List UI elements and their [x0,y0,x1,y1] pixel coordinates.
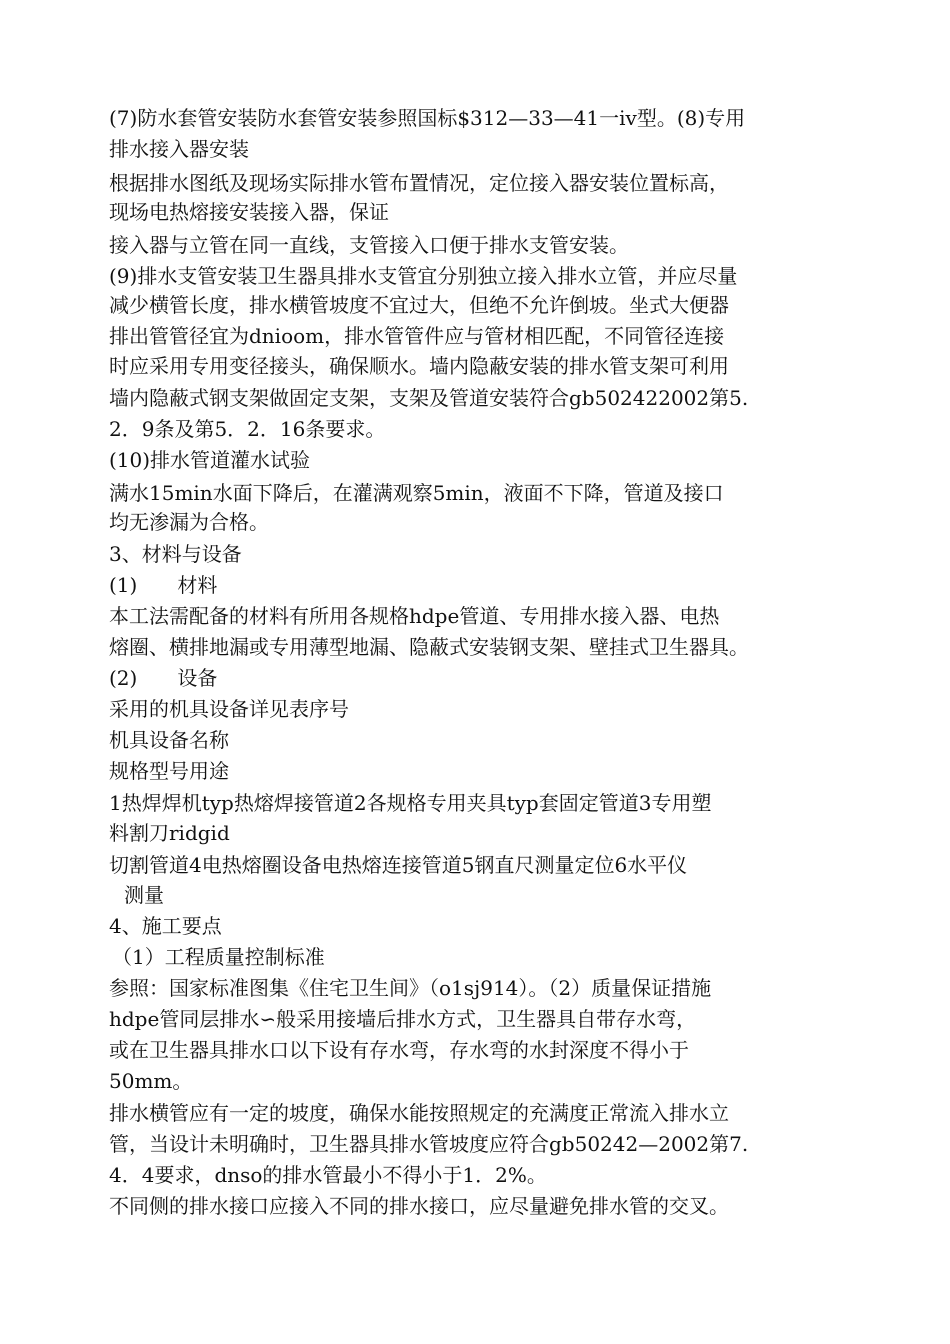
text-line: 熔圈、横排地漏或专用薄型地漏、隐蔽式安装钢支架、壁挂式卫生器具。 [109,635,749,659]
text-line: 减少横管长度，排水横管坡度不宜过大，但绝不允许倒坡。坐式大便器 [109,293,729,317]
text-line: 切割管道4电热熔圈设备电热熔连接管道5钢直尺测量定位6水平仪 [109,853,688,877]
text-line: 本工法需配备的材料有所用各规格hdpe管道、专用排水接入器、电热 [109,604,720,628]
text-line: (7)防水套管安装防水套管安装参照国标$312—33—41一iv型。(8)专用 [109,106,746,130]
text-line: 满水15min水面下降后，在灌满观察5min，液面不下降，管道及接口 [109,481,724,505]
section-heading: 3、材料与设备 [109,542,242,566]
text-line: 测量 [124,883,164,907]
text-line: 墙内隐蔽式钢支架做固定支架，支架及管道安装符合gb502422002第5. [109,386,749,410]
text-line: 50mm。 [109,1069,193,1093]
text-line: 时应采用专用变径接头，确保顺水。墙内隐蔽安装的排水管支架可利用 [109,354,729,378]
subsection-heading: (2) 设备 [109,666,218,690]
text-line: 参照：国家标准图集《住宅卫生间》（o1sj914）。（2）质量保证措施 [109,976,712,1000]
text-line: 排出管管径宜为dnioom，排水管管件应与管材相匹配，不同管径连接 [109,324,725,348]
subsection-heading: (1) 材料 [109,573,218,597]
text-line: 管，当设计未明确时，卫生器具排水管坡度应符合gb50242—2002第7. [109,1132,749,1156]
text-line: 接入器与立管在同一直线，支管接入口便于排水支管安装。 [109,233,629,257]
text-line: hdpe管同层排水∽般采用接墙后排水方式，卫生器具自带存水弯， [109,1007,697,1031]
text-line: 均无渗漏为合格。 [109,510,269,534]
text-line: 排水横管应有一定的坡度，确保水能按照规定的充满度正常流入排水立 [109,1101,729,1125]
text-line: 或在卫生器具排水口以下设有存水弯，存水弯的水封深度不得小于 [109,1038,689,1062]
text-line: 机具设备名称 [109,728,229,752]
text-line: 采用的机具设备详见表序号 [109,697,349,721]
text-line: 现场电热熔接安装接入器，保证 [109,200,389,224]
text-line: 4．4要求，dnso的排水管最小不得小于1．2%。 [109,1163,547,1187]
text-line: 规格型号用途 [109,759,229,783]
text-line: 根据排水图纸及现场实际排水管布置情况，定位接入器安装位置标高， [109,171,729,195]
subsection-heading: （1）工程质量控制标准 [112,945,325,969]
section-heading: 4、施工要点 [109,914,222,938]
text-line: 1热焊焊机typ热熔焊接管道2各规格专用夹具typ套固定管道3专用塑 [109,791,712,815]
text-line: 料割刀ridgid [109,821,230,845]
text-line: 不同侧的排水接口应接入不同的排水接口，应尽量避免排水管的交叉。 [109,1194,729,1218]
text-line: 排水接入器安装 [109,137,249,161]
text-line: (10)排水管道灌水试验 [109,448,311,472]
text-line: 2．9条及第5．2．16条要求。 [109,417,386,441]
text-line: (9)排水支管安装卫生器具排水支管宜分别独立接入排水立管，并应尽量 [109,264,738,288]
